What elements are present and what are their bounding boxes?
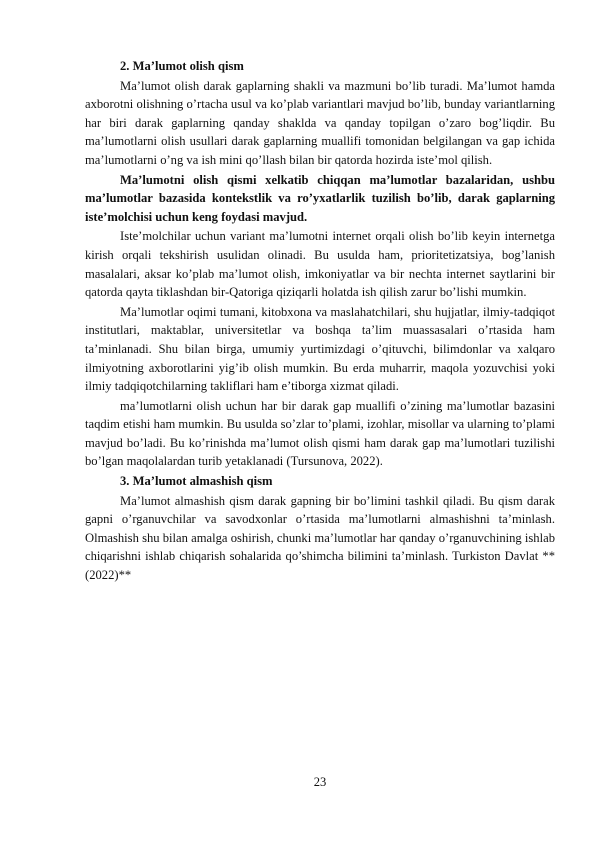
page-number: 23 xyxy=(313,775,327,789)
paragraph-1: Ma’lumot olish darak gaplarning shakli va mazmuni bo’lib turadi. Ma’lumot hamda axborotni olishning o’rtacha usul va ko’plab variantlari mavjud bo’lib, bunday variantlarning har biri darak gaplarning qanday shaklda va qanday topilgan o’zaro bog’liqdir. Bu ma’lumotlarni olish usullari darak gaplarning muallifi tomonidan belgilangan va gap ichida ma’lumotlarni o’ng va ish mini qo’llash bilan bir qatorda hozirda iste’mol qilish. xyxy=(85,78,555,167)
paragraph-6: Ma’lumot almashish qism darak gapning bir bo’limini tashkil qiladi. Bu qism darak gapni o’rganuvchilar va savodxonlar o’rtasida ma’lumotlarni almashishni ta’minlash. Olmashish shu bilan amalga oshirish, chunki ma’lumotlar har qanday o’rganuvchining ishlab chiqarishni ishlab chiqarish sohalarida qo’shimcha bilimini ta’minlash. Turkiston Davlat **(2022)** xyxy=(85,493,555,583)
page-content xyxy=(85,57,555,586)
paragraph-5: ma’lumotlarni olish uchun har bir darak gap muallifi o’zining ma’lumotlar bazasini taqdim etishi ham mumkin. Bu usulda so’zlar to’plami, izohlar, misollar va ularning to’plami mavjud bo’ladi. Bu ko’rinishda ma’lumot olish qismi ham darak gap ma’lumotlari tuzilishi bo’lgan maqolalardan turib yetaklanadi (Tursunova, 2022). xyxy=(85,398,555,469)
paragraph-4: Ma’lumotlar oqimi tumani, kitobxona va maslahatchilari, shu hujjatlar, ilmiy-tadqiqot institutlari, maktablar, universitetlar va boshqa ta’lim muassasalari o’rtasida ham ta’minlanadi. Shu bilan birga, umumiy yurtimizdagi o’qituvchi, bilimdonlar va xalqaro ilmiyotning axborotlarini yig’ib olish mumkin. Bu erda muharrir, maqola yozuvchisi yoki ilmiy tadqiqotchilarning takliflari ham e’tiborga xizmat qiladi. xyxy=(85,304,555,394)
section-3-heading: 3. Ma’lumot almashish qism xyxy=(120,474,273,489)
section-2-heading: 2. Ma’lumot olish qism xyxy=(120,59,244,73)
paragraph-2-bold: Ma’lumotni olish qismi xelkatib chiqqan ma’lumotlar bazalaridan, ushbu ma’lumotlar bazasida kontekstlik va ro’yxatlarlik tuzilish bo’lib, darak gaplarning iste’molchisi uchun keng foydasi mavjud. xyxy=(85,172,555,224)
paragraph-3: Iste’molchilar uchun variant ma’lumotni internet orqali olish bo’lib keyin internetga kirish orqali tekshirish usulidan olinadi. Bu usulda ham, prioritetizatsiya, bog’lanish masalalari, aksar ko’plab ma’lumot olish, imkoniyatlar va bir nechta internet saytlarini bir qatorda qayta tiklashdan bir-Qatoriga qiziqarli holatda ish qilish zarur bo’lishi mumkin. xyxy=(85,229,555,300)
